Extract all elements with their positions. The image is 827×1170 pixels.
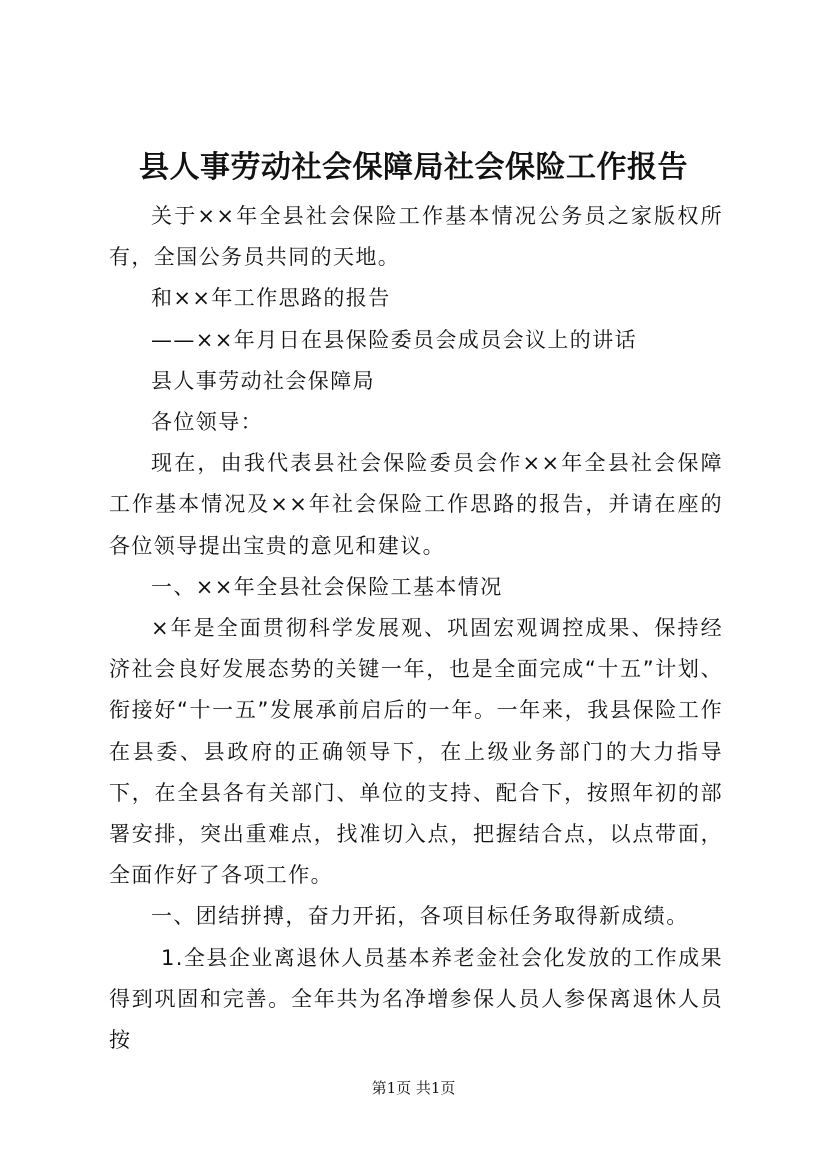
document-title: 县人事劳动社会保障局社会保险工作报告 [139,150,688,185]
section-heading: 一、团结拼搏，奋力开拓，各项目标任务取得新成绩。 [151,904,689,929]
body-paragraph: ×年是全面贯彻科学发展观、巩固宏观调控成果、保持经济社会良好发展态势的关键一年，也是全面完成“十五”计划、衔接好“十一五”发展承前启后的一年。一年来，我县保险工作在县委、县政府的正确领导下，在上级业务部门的大力指导下，在全县各有关部门、单位的支持、配合下，按照年初的部署安排，突出重难点，找准切入点，把握结合点，以点带面，全面作好了各项工作。 [109,616,723,888]
body-paragraph: 现在，由我代表县社会保险委员会作××年全县社会保障工作基本情况及××年社会保险工作思路的报告，并请在座的各位领导提出宝贵的意见和建议。 [109,451,723,558]
section-heading: 一、××年全县社会保险工基本情况 [151,574,503,599]
body-paragraph: 县人事劳动社会保障局 [151,368,375,393]
body-paragraph: 和××年工作思路的报告 [151,286,391,311]
body-paragraph: ——××年月日在县保险委员会成员会议上的讲话 [151,327,637,352]
body-paragraph: 各位领导： [151,410,263,435]
page-footer: 第1页 共1页 [371,1079,456,1097]
body-paragraph: 1.全县企业离退休人员基本养老金社会化发放的工作成果得到巩固和完善。全年共为名净增参保人员人参保离退休人员按 [109,945,723,1053]
body-paragraph: 关于××年全县社会保险工作基本情况公务员之家版权所有，全国公务员共同的天地。 [109,204,723,270]
document-body [109,196,723,1061]
